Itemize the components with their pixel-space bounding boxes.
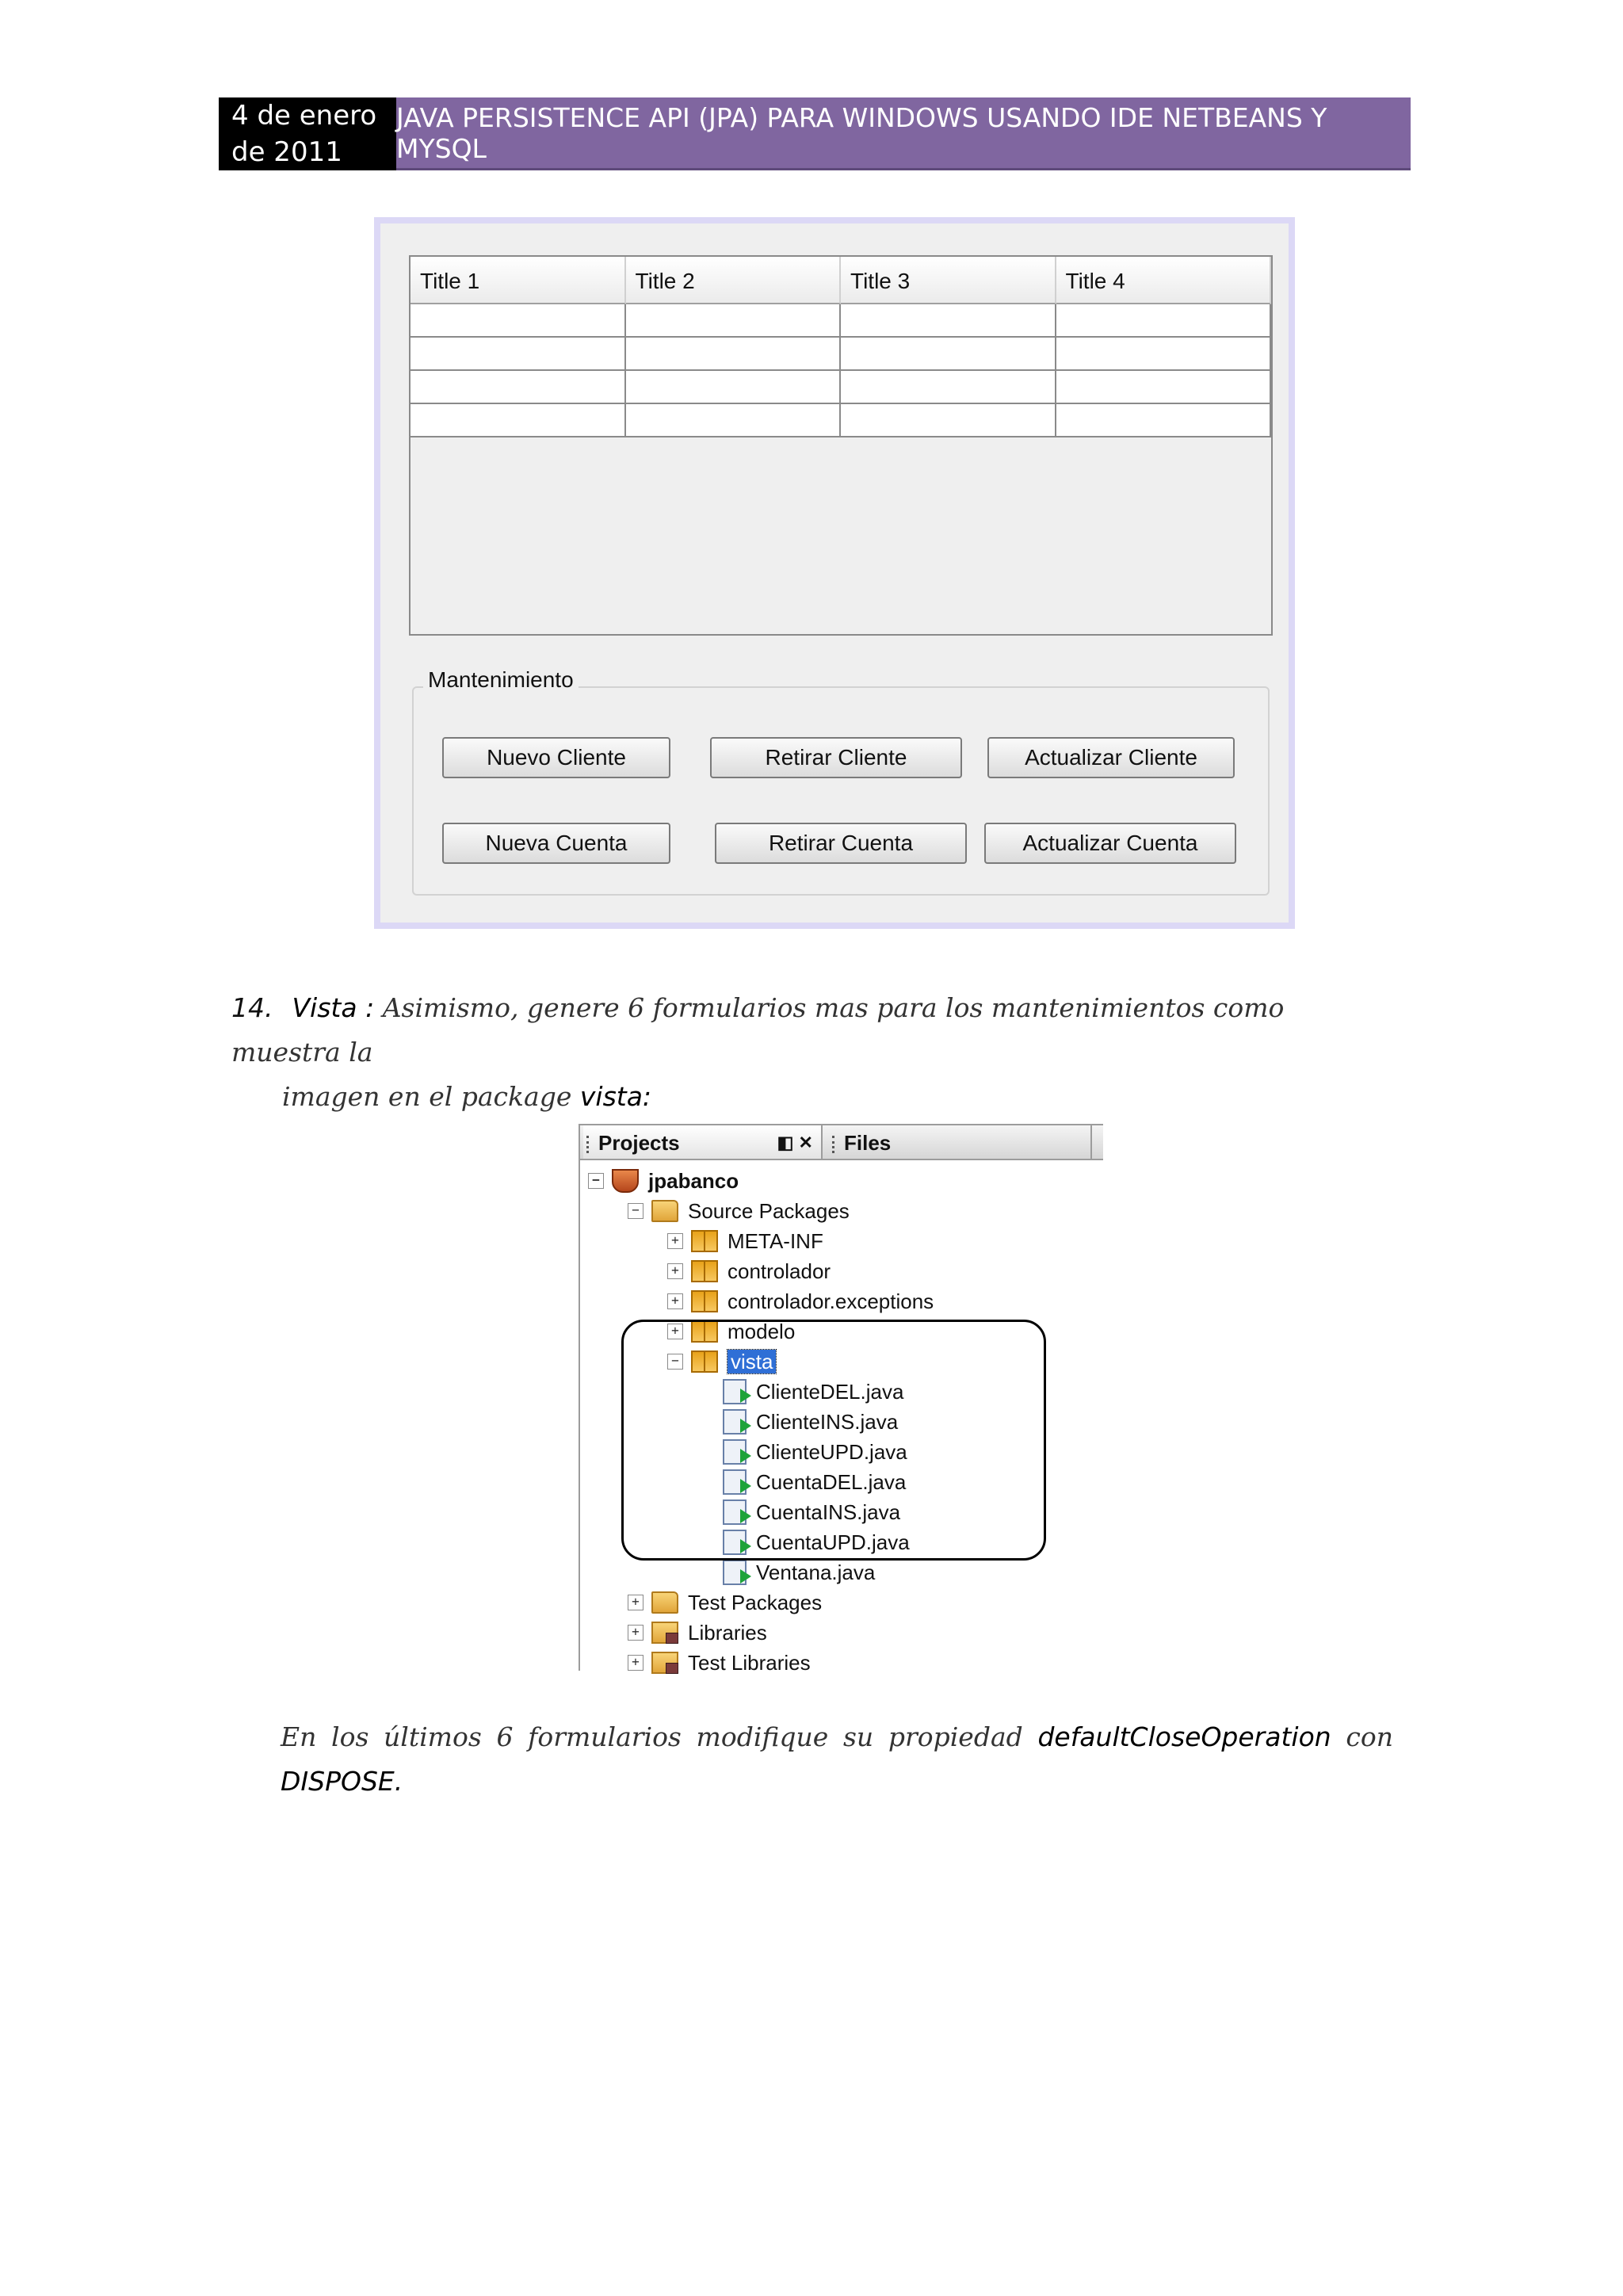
header-date-line2: de 2011 (231, 136, 342, 168)
tab-files-label: Files (844, 1131, 892, 1155)
table-cell[interactable] (411, 404, 626, 437)
nueva-cuenta-button[interactable]: Nueva Cuenta (442, 823, 670, 864)
table-cell[interactable] (1056, 304, 1272, 338)
library-folder-icon (651, 1622, 678, 1644)
table-column-header[interactable]: Title 1 (411, 257, 626, 304)
table-cell[interactable] (411, 371, 626, 404)
actualizar-cliente-button[interactable]: Actualizar Cliente (987, 737, 1235, 778)
header-date-line1: 4 de enero (231, 100, 377, 132)
step-number: 14. (231, 992, 273, 1023)
netbeans-project-tree (579, 1124, 1102, 1675)
projects-tab-bar (580, 1124, 1103, 1160)
table-cell[interactable] (841, 371, 1056, 404)
table-cell[interactable] (841, 338, 1056, 371)
step-14-paragraph (231, 986, 1396, 1119)
closing-word: 6 (496, 1721, 514, 1752)
table-column-header[interactable]: Title 4 (1056, 257, 1272, 304)
grip-icon (586, 1136, 592, 1153)
closing-paragraph (281, 1715, 1393, 1804)
table-cell[interactable] (626, 304, 842, 338)
tab-projects[interactable] (583, 1125, 823, 1159)
table-row[interactable] (411, 338, 1271, 371)
header-title: JAVA PERSISTENCE API (JPA) PARA WINDOWS USANDO IDE NETBEANS Y MYSQL (396, 97, 1411, 170)
table-cell[interactable] (841, 404, 1056, 437)
table-row[interactable] (411, 404, 1271, 437)
tree-node-file[interactable]: CuentaUPD.java (723, 1526, 910, 1555)
table-column-header[interactable]: Title 2 (626, 257, 842, 304)
step-package-name: vista: (579, 1081, 652, 1112)
closing-word: formularios (528, 1721, 682, 1752)
expand-icon[interactable]: + (628, 1595, 643, 1610)
tree-node-package[interactable]: + modelo (667, 1316, 795, 1344)
tree-node-package[interactable]: + controlador.exceptions (667, 1286, 934, 1314)
tree-node-file[interactable]: CuentaDEL.java (723, 1466, 906, 1495)
closing-word: En (281, 1721, 317, 1752)
expand-icon[interactable]: + (667, 1293, 683, 1309)
table-cell[interactable] (411, 304, 626, 338)
step-text-line1: Asimismo, genere 6 formularios mas para los mantenimientos como muestra la (231, 992, 1285, 1068)
header-date (219, 97, 396, 170)
tree-node-file[interactable]: CuentaINS.java (723, 1496, 900, 1525)
table-row[interactable] (411, 371, 1271, 404)
table-cell[interactable] (1056, 338, 1272, 371)
closing-word: modifique (696, 1721, 829, 1752)
table-cell[interactable] (1056, 404, 1272, 437)
expand-icon[interactable]: + (628, 1625, 643, 1641)
expand-icon[interactable]: + (667, 1233, 683, 1249)
tree-node-file[interactable]: ClienteUPD.java (723, 1436, 907, 1465)
mantenimiento-group (412, 686, 1270, 896)
step-term: Vista : (292, 992, 375, 1023)
mantenimiento-group-title: Mantenimiento (423, 667, 579, 693)
tree-node-file[interactable]: ClienteINS.java (723, 1406, 898, 1435)
table-cell[interactable] (841, 304, 1056, 338)
closing-word: su (842, 1721, 874, 1752)
table-cell[interactable] (411, 338, 626, 371)
grip-icon (832, 1136, 838, 1153)
tree-node-source-packages[interactable]: − Source Packages (628, 1195, 850, 1224)
folder-icon (651, 1591, 678, 1614)
table-row[interactable] (411, 304, 1271, 338)
table-header (411, 257, 1271, 304)
tree-node-file[interactable]: Ventana.java (723, 1557, 875, 1585)
expand-icon[interactable]: + (628, 1655, 643, 1671)
actualizar-cuenta-button[interactable]: Actualizar Cuenta (984, 823, 1236, 864)
closing-word: últimos (384, 1721, 482, 1752)
closing-word: los (331, 1721, 369, 1752)
tree-node-package-vista[interactable]: − vista (667, 1346, 776, 1374)
tree-node-package[interactable]: + META-INF (667, 1225, 823, 1254)
data-table[interactable] (409, 255, 1273, 636)
collapse-icon[interactable]: − (667, 1354, 683, 1370)
form-screenshot (374, 217, 1295, 929)
collapse-icon[interactable]: − (588, 1173, 604, 1189)
library-folder-icon (651, 1652, 678, 1674)
package-icon (691, 1230, 718, 1252)
tree-node-file[interactable]: ClienteDEL.java (723, 1376, 903, 1404)
table-cell[interactable] (1056, 371, 1272, 404)
tree-node-test-packages[interactable]: + Test Packages (628, 1587, 822, 1615)
property-name: defaultCloseOperation (1037, 1721, 1331, 1752)
step-text-line2: imagen en el package (282, 1081, 572, 1112)
package-icon (691, 1290, 718, 1312)
closing-word: con (1346, 1721, 1393, 1752)
table-cell[interactable] (626, 371, 842, 404)
minimize-close-icon[interactable]: ◧ ✕ (777, 1133, 813, 1152)
retirar-cliente-button[interactable]: Retirar Cliente (710, 737, 962, 778)
nuevo-cliente-button[interactable]: Nuevo Cliente (442, 737, 670, 778)
expand-icon[interactable]: + (667, 1324, 683, 1339)
expand-icon[interactable]: + (667, 1263, 683, 1279)
closing-word: propiedad (888, 1721, 1023, 1752)
package-icon (691, 1260, 718, 1282)
java-form-icon (723, 1560, 747, 1585)
tree-node-libraries[interactable]: + Libraries (628, 1617, 767, 1645)
table-column-header[interactable]: Title 3 (841, 257, 1056, 304)
tree-node-project[interactable]: − jpabanco (588, 1165, 739, 1194)
property-value: DISPOSE. (281, 1766, 403, 1797)
table-cell[interactable] (626, 338, 842, 371)
tab-files[interactable] (829, 1125, 1092, 1159)
collapse-icon[interactable]: − (628, 1203, 643, 1219)
folder-icon (651, 1200, 678, 1222)
tree-node-package[interactable]: + controlador (667, 1255, 831, 1284)
table-cell[interactable] (626, 404, 842, 437)
highlight-box (621, 1320, 1046, 1561)
tree-node-test-libraries[interactable]: + Test Libraries (628, 1647, 811, 1675)
tab-projects-label: Projects (598, 1131, 680, 1155)
retirar-cuenta-button[interactable]: Retirar Cuenta (715, 823, 967, 864)
java-project-icon (612, 1169, 639, 1193)
